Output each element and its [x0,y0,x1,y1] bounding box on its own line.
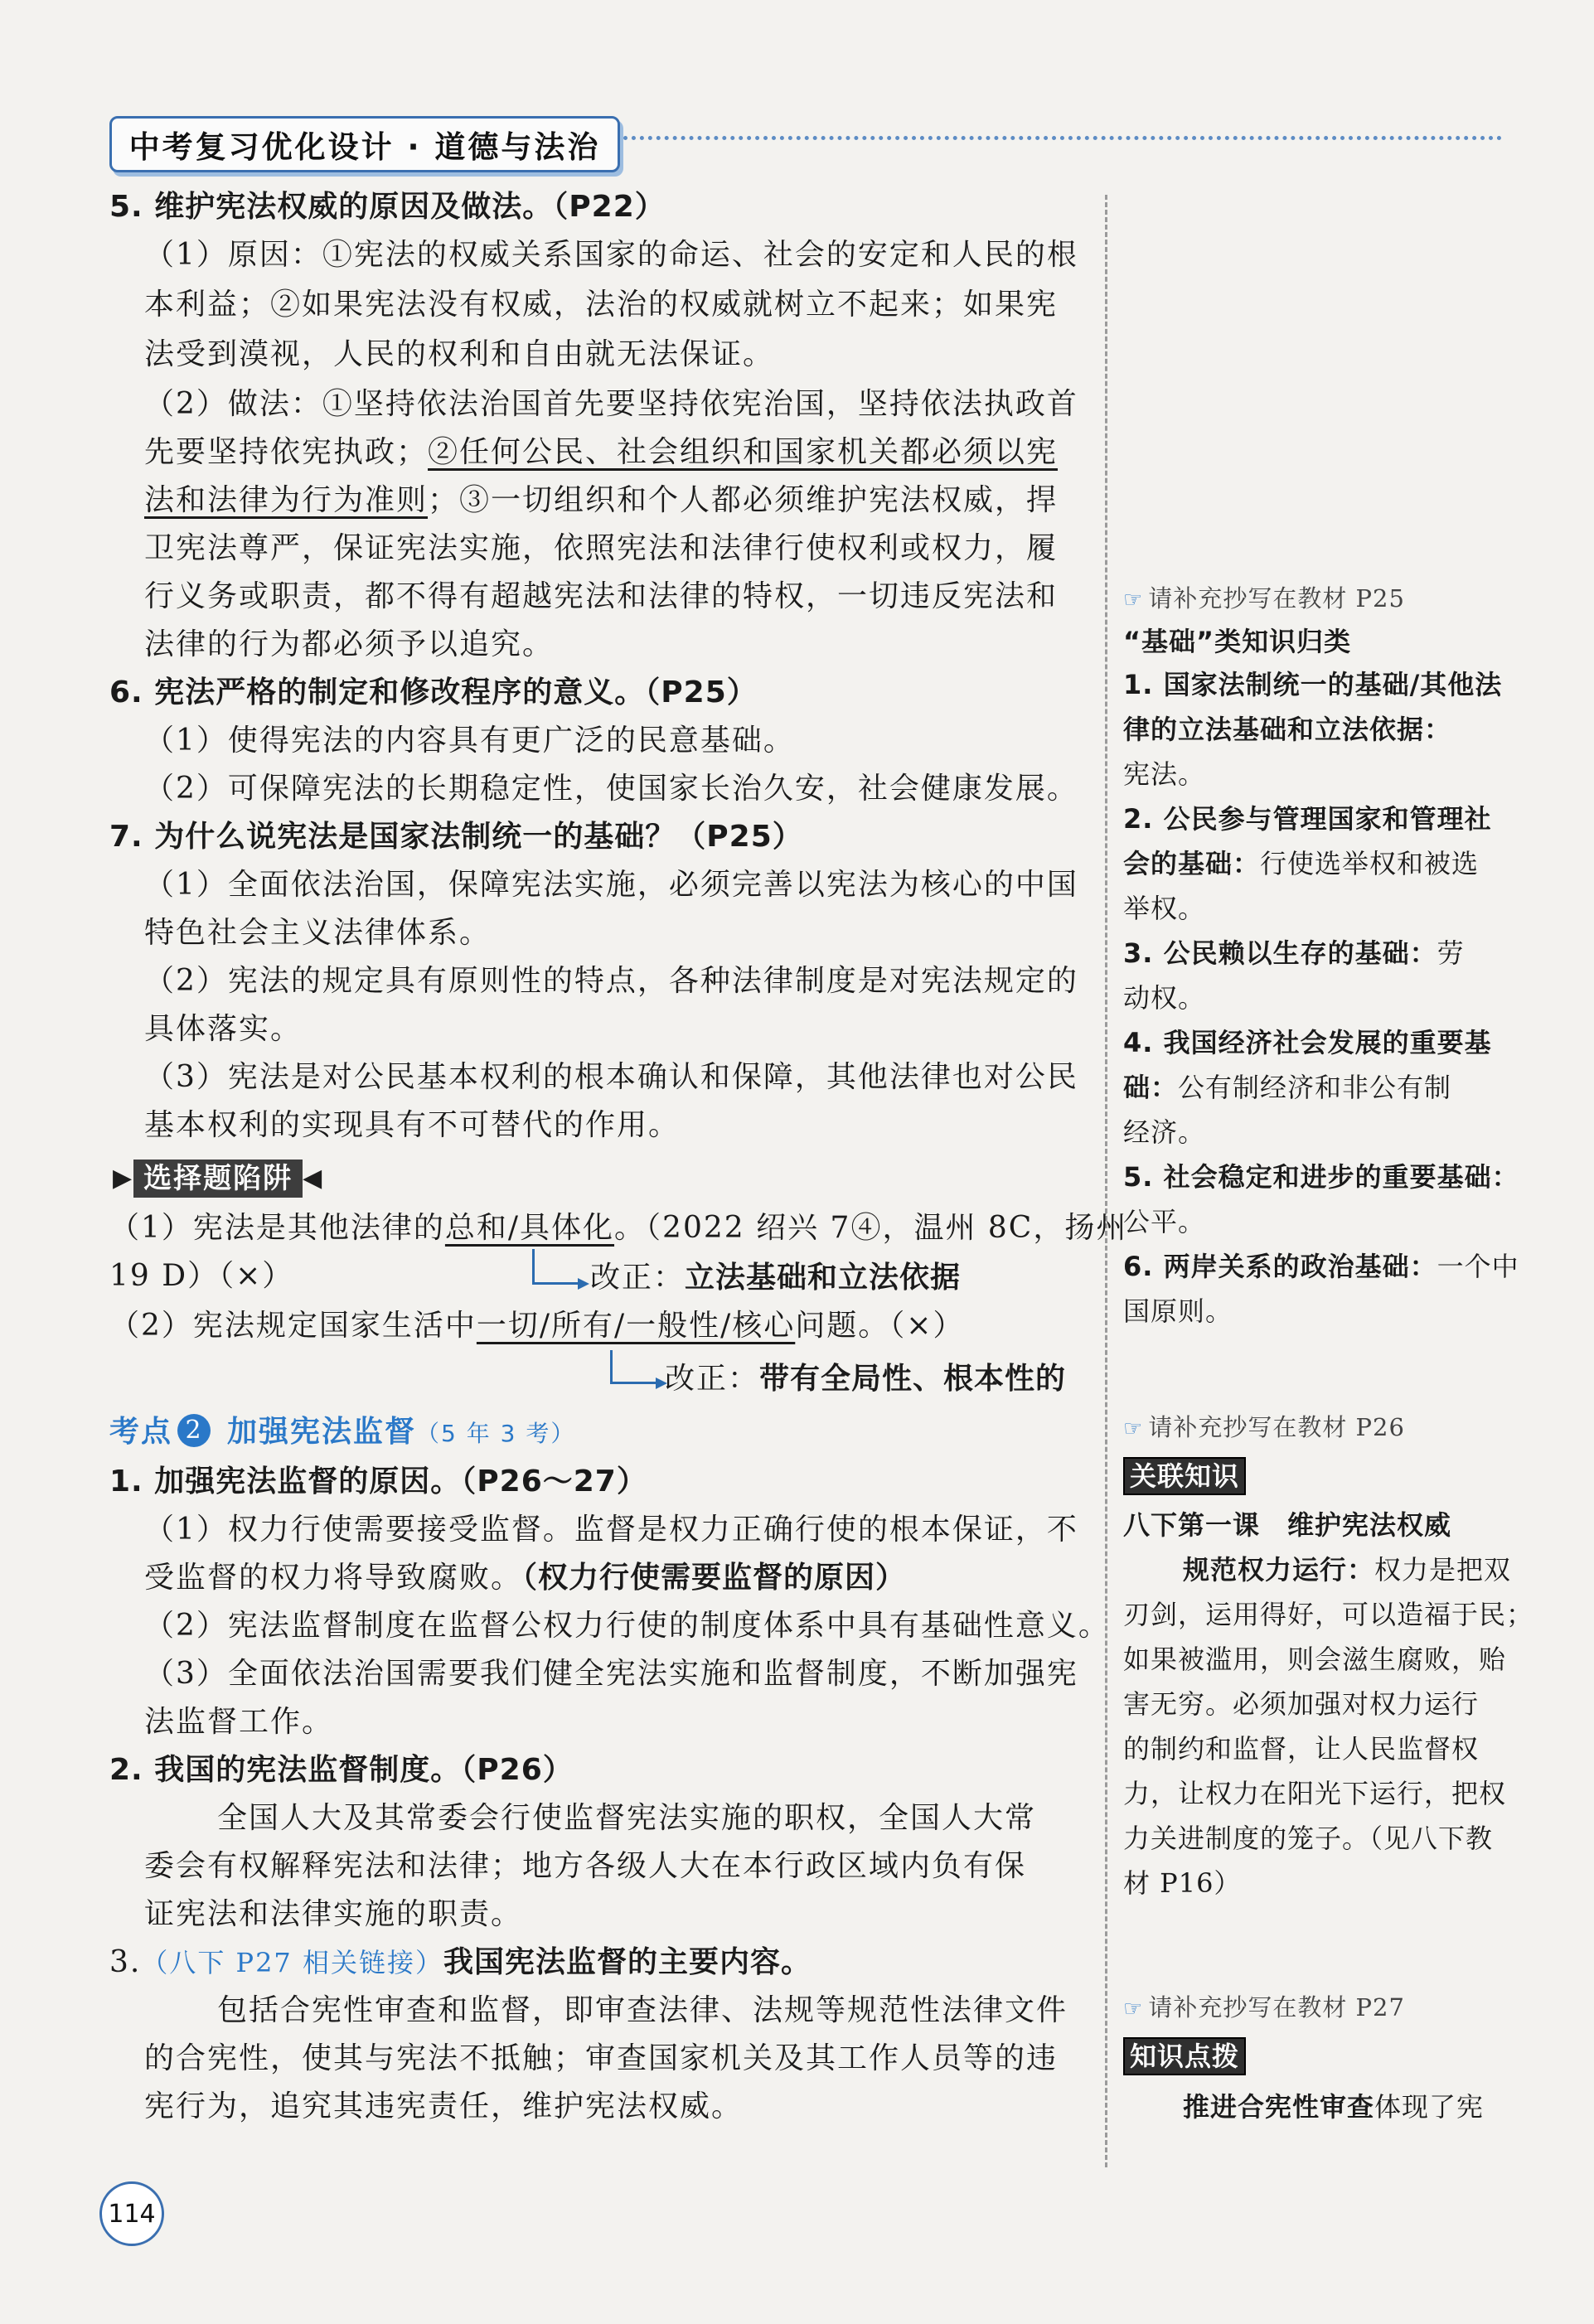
q5-method-line: 行义务或职责，都不得有超越宪法和法律的特权，一切违反宪法和 [144,579,1059,613]
q5-reason-line: 法受到漠视，人民的权利和自由就无法保证。 [144,337,775,371]
s2-line: 全国人大及其常委会行使监督宪法实施的职权，全国人大常 [217,1801,1037,1835]
knowledge-tip-label: 知识点拨 [1123,2037,1246,2075]
q5-method-line: 卫宪法尊严，保证宪法实施，依照宪法和法律行使权利或权力，履 [144,531,1059,565]
q5-reason-line: 本利益；②如果宪法没有权威，法治的权威就树立不起来；如果宪 [144,288,1059,322]
q5-method-line: 法律的行为都必须予以追究。 [144,627,555,661]
basis-line [1123,666,1502,703]
basis-bold: 会的基础： [1123,848,1261,879]
correction-prefix: 改正： [590,1261,686,1295]
kaodian-frequency: （5 年 3 考） [416,1420,576,1447]
side-note-text: 请补充抄写在教材 P27 [1148,1993,1405,2021]
correction-arrow-icon [610,1350,656,1384]
basis-bold: 6. 两岸关系的政治基础： [1123,1251,1437,1282]
basis-bold: 4. 我国经济社会发展的重要基 [1123,1027,1492,1058]
basis-bold: 2. 公民参与管理国家和管理社 [1123,803,1492,835]
correction-text: 带有全局性、根本性的 [759,1362,1067,1396]
tip-line [1183,2089,1484,2125]
basis-bold: 础： [1123,1072,1179,1103]
basis-title: “基础”类知识归类 [1123,626,1352,657]
s2-title: 2. 我国的宪法监督制度。（P26） [109,1753,574,1787]
related-knowledge-label: 关联知识 [1123,1457,1246,1495]
trap-item-1-cont: 19 D）（×） [109,1259,294,1293]
basis-text: 宪法。 [1123,758,1206,790]
basis-text: 劳 [1437,937,1465,969]
basis-line [1123,935,1465,971]
s1-text: 受监督的权力将导致腐败。 [144,1561,523,1595]
related-line: 力关进制度的笼子。（见八下教 [1123,1823,1494,1854]
s1-line: （3）全面依法治国需要我们健全宪法实施和监督制度，不断加强宪 [144,1657,1078,1691]
basis-bold: 5. 社会稳定和进步的重要基础： [1123,1161,1519,1193]
pointing-hand-icon: ☞ [1123,1997,1144,2021]
kaodian-number-badge: 2 [177,1414,211,1447]
related-line: 材 P16） [1123,1867,1242,1899]
basis-line [1123,845,1479,882]
side-note [1123,1989,1405,2027]
q7-line: （3）宪法是对公民基本权利的根本确认和保障，其他法律也对公民 [144,1060,1078,1094]
q5-title: 5. 维护宪法权威的原因及做法。（P22） [109,190,666,224]
q6-item: （1）使得宪法的内容具有更广泛的民意基础。 [144,724,795,758]
s1-line: （2）宪法监督制度在监督公权力行使的制度体系中具有基础性意义。 [144,1609,1110,1643]
s1-note: （权力行使需要监督的原因） [522,1561,907,1595]
trap-underlined: 总和/具体化 [444,1211,615,1245]
trap-text: （2）宪法规定国家生活中 [109,1309,477,1343]
s3-number: 3. [109,1945,142,1979]
basis-line [1123,1114,1205,1150]
correction-text: 立法基础和立法依据 [685,1261,962,1295]
side-note-text: 请补充抄写在教材 P26 [1148,1413,1405,1441]
q5-method-underlined: 法和法律为行为准则 [144,483,429,517]
trap-underlined: 一切/所有/一般性/核心 [476,1309,796,1343]
trap-text: 问题。（×） [795,1309,965,1343]
basis-line [1123,1024,1492,1061]
basis-text: 公平。 [1123,1206,1206,1237]
related-label-row [1123,1457,1246,1495]
trap-label [113,1159,323,1198]
side-note [1123,1409,1405,1447]
basis-text: 行使选举权和被选 [1260,848,1480,879]
basis-bold: 律的立法基础和立法依据： [1123,714,1452,745]
trap-item-1 [109,1208,1127,1249]
s3-line: 的合宪性，使其与宪法不抵触；审查国家机关及其工作人员等的违 [144,2041,1059,2075]
header-banner [109,116,620,172]
q5-method-text: ；③一切组织和个人都必须维护宪法权威，捍 [428,483,1059,517]
s3-cross-reference: （八下 P27 相关链接） [141,1947,443,1978]
q5-method-line [144,480,1058,521]
trap-label-text: 选择题陷阱 [133,1160,303,1198]
correction-1 [590,1257,961,1299]
related-line: 害无穷。必须加强对权力运行 [1123,1688,1480,1720]
related-title: 八下第一课 维护宪法权威 [1123,1509,1452,1541]
basis-text: 动权。 [1123,982,1206,1014]
basis-line [1123,711,1451,748]
basis-line [1123,1069,1451,1106]
tip-text: 体现了宪 [1374,2091,1485,2123]
q7-line: 基本权利的实现具有不可替代的作用。 [144,1108,681,1142]
q7-line: （2）宪法的规定具有原则性的特点，各种法律制度是对宪法规定的 [144,964,1078,998]
basis-bold: 1. 国家法制统一的基础/其他法 [1123,669,1503,700]
s3-line: 宪行为，追究其违宪责任，维护宪法权威。 [144,2089,744,2123]
q7-line: 特色社会主义法律体系。 [144,916,492,950]
related-line: 的制约和监督，让人民监督权 [1123,1733,1480,1765]
trap-heading [113,1156,323,1198]
basis-text: 举权。 [1123,893,1206,924]
basis-line [1123,756,1205,792]
s1-title: 1. 加强宪法监督的原因。（P26～27） [109,1465,647,1498]
kaodian-heading [109,1411,575,1455]
s3-title [109,1942,812,1983]
related-line: 如果被滥用，则会滋生腐败，贻 [1123,1644,1507,1675]
tip-bold: 推进合宪性审查 [1183,2091,1375,2123]
q6-item: （2）可保障宪法的长期稳定性，使国家长治久安，社会健康发展。 [144,772,1078,806]
s2-line: 证宪法和法律实施的职责。 [144,1897,523,1931]
header-title: 中考复习优化设计 · 道德与法治 [128,129,601,165]
kaodian-title: 加强宪法监督 [227,1415,417,1449]
kaodian-prefix: 考点 [109,1415,173,1449]
correction-2 [665,1358,1066,1400]
related-subtitle: 规范权力运行： [1183,1554,1375,1586]
basis-text: 经济。 [1123,1116,1206,1148]
triangle-right-icon: ▶ [113,1164,134,1193]
basis-text: 国原则。 [1123,1295,1233,1327]
basis-bold: 3. 公民赖以生存的基础： [1123,937,1437,969]
s2-line: 委会有权解释宪法和法律；地方各级人大在本行政区域内负有保 [144,1849,1027,1883]
q6-title: 6. 宪法严格的制定和修改程序的意义。（P25） [109,675,758,709]
correction-prefix: 改正： [665,1362,760,1396]
s3-heading: 我国宪法监督的主要内容。 [443,1945,812,1979]
header-dotted-rule [623,136,1502,145]
related-line: 力，让权力在阳光下运行，把权 [1123,1778,1507,1809]
side-note [1123,580,1405,618]
side-note-text: 请补充抄写在教材 P25 [1148,584,1405,612]
q7-line: （1）全面依法治国，保障宪法实施，必须完善以宪法为核心的中国 [144,868,1078,902]
s1-line: （1）权力行使需要接受监督。监督是权力正确行使的根本保证，不 [144,1513,1078,1547]
related-text: 权力是把双 [1374,1554,1512,1586]
basis-line [1123,890,1205,927]
trap-source: 。（2022 绍兴 7④，温州 8C，扬州 [614,1211,1128,1245]
basis-text: 一个中 [1437,1251,1519,1282]
q5-method-underlined: ②任何公民、社会组织和国家机关都必须以宪 [428,435,1059,469]
s1-line: 法监督工作。 [144,1705,334,1739]
column-divider [1105,195,1107,2167]
basis-line [1123,1248,1519,1285]
q5-reason-line: （1）原因：①宪法的权威关系国家的命运、社会的安定和人民的根 [144,238,1078,272]
correction-arrow-icon [532,1249,578,1285]
basis-text: 公有制经济和非公有制 [1178,1072,1452,1103]
related-line: 刃剑，运用得好，可以造福于民； [1123,1599,1534,1630]
basis-line [1123,980,1205,1016]
basis-line [1123,801,1492,837]
related-line [1183,1552,1511,1588]
q7-title: 7. 为什么说宪法是国家法制统一的基础？（P25） [109,820,803,854]
q5-method-line [144,432,1058,473]
trap-text: （1）宪法是其他法律的 [109,1211,445,1245]
page-number: 114 [99,2181,164,2246]
pointing-hand-icon: ☞ [1123,588,1144,612]
basis-line [1123,1293,1233,1329]
basis-line [1123,1159,1519,1195]
q5-method-text: 先要坚持依宪执政； [144,435,429,469]
q7-line: 具体落实。 [144,1012,303,1046]
tip-label-row [1123,2037,1246,2075]
s3-line: 包括合宪性审查和监督，即审查法律、法规等规范性法律文件 [217,1993,1068,2027]
trap-item-2 [109,1305,964,1347]
s1-line [144,1557,906,1599]
q5-method-line: （2）做法：①坚持依法治国首先要坚持依宪治国，坚持依法执政首 [144,387,1078,421]
triangle-left-icon: ◀ [303,1164,324,1193]
basis-line [1123,1203,1205,1240]
pointing-hand-icon: ☞ [1123,1416,1144,1441]
